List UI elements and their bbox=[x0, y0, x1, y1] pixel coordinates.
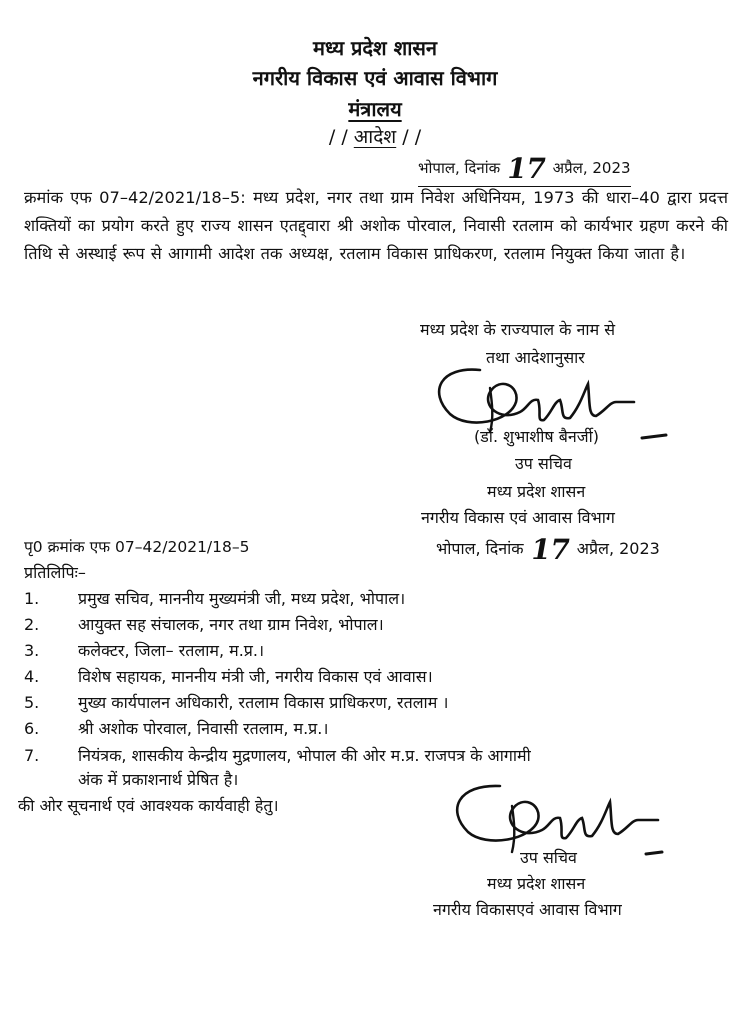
order-heading bbox=[0, 123, 750, 149]
date-day-handwritten: 17 bbox=[527, 533, 573, 566]
signatory-department: नगरीय विकास एवं आवास विभाग bbox=[421, 508, 615, 527]
list-item: विशेष सहायक, माननीय मंत्री जी, नगरीय विकास एवं आवास। bbox=[78, 667, 433, 686]
header-government: मध्य प्रदेश शासन bbox=[312, 36, 437, 60]
date-prefix: भोपाल, दिनांक bbox=[436, 539, 524, 558]
list-number: 7. bbox=[24, 746, 40, 765]
signatory-2-department: नगरीय विकासएवं आवास विभाग bbox=[433, 900, 622, 919]
date-suffix: अप्रैल, 2023 bbox=[552, 159, 631, 177]
list-item: श्री अशोक पोरवाल, निवासी रतलाम, म.प्र.। bbox=[78, 719, 329, 738]
signatory-government: मध्य प्रदेश शासन bbox=[487, 482, 586, 501]
order-body: क्रमांक एफ 07–42/2021/18–5: मध्य प्रदेश, नगर तथा ग्राम निवेश अधिनियम, 1973 की धारा–40 द्वारा प्रदत्त शक्तियों का प्रयोग करते हुए राज्य शासन एतद्द्वारा श्री अशोक पोरवाल, निवासी रतलाम को कार्यभार ग्रहण करने की तिथि से अस्थाई रूप से आगामी आदेश तक अध्यक्ष, रतलाम विकास प्राधिकरण, रतलाम नियुक्त किया जाता है। bbox=[24, 188, 728, 263]
list-number: 4. bbox=[24, 667, 40, 686]
signatory-name: (डॉ. शुभाशीष बैनर्जी) bbox=[474, 427, 600, 446]
list-item-continuation: अंक में प्रकाशनार्थ प्रेषित है। bbox=[78, 770, 239, 789]
signature-1-tail bbox=[640, 430, 670, 442]
date-suffix: अप्रैल, 2023 bbox=[576, 539, 660, 558]
date-prefix: भोपाल, दिनांक bbox=[418, 159, 501, 177]
endorsement-ref: पृ0 क्रमांक एफ 07–42/2021/18–5 bbox=[24, 538, 250, 556]
order-heading-word: आदेश bbox=[353, 126, 397, 148]
date-day-handwritten: 17 bbox=[503, 152, 549, 185]
list-item: नियंत्रक, शासकीय केन्द्रीय मुद्रणालय, भोपाल की ओर म.प्र. राजपत्र के आगामी bbox=[78, 746, 531, 765]
order-heading-right: / / bbox=[402, 126, 422, 148]
list-item: प्रमुख सचिव, माननीय मुख्यमंत्री जी, मध्य प्रदेश, भोपाल। bbox=[78, 589, 406, 608]
header-ministry bbox=[0, 95, 750, 122]
list-number: 6. bbox=[24, 719, 40, 738]
signatory-2-designation: उप सचिव bbox=[520, 848, 577, 867]
signatory-designation: उप सचिव bbox=[515, 454, 572, 473]
list-item: कलेक्टर, जिला– रतलाम, म.प्र.। bbox=[78, 641, 265, 660]
authority-line-1: मध्य प्रदेश के राज्यपाल के नाम से bbox=[420, 320, 616, 339]
order-heading-left: / / bbox=[328, 126, 348, 148]
header-department: नगरीय विकास एवं आवास विभाग bbox=[252, 66, 498, 90]
signatory-2-government: मध्य प्रदेश शासन bbox=[487, 874, 586, 893]
list-number: 1. bbox=[24, 589, 40, 608]
endorsement-date bbox=[436, 533, 660, 566]
list-item: मुख्य कार्यपालन अधिकारी, रतलाम विकास प्राधिकरण, रतलाम । bbox=[78, 693, 449, 712]
closing-line: की ओर सूचनार्थ एवं आवश्यक कार्यवाही हेतु। bbox=[18, 796, 279, 815]
list-number: 5. bbox=[24, 693, 40, 712]
authority-line-2: तथा आदेशानुसार bbox=[486, 348, 585, 367]
list-number: 2. bbox=[24, 615, 40, 634]
copy-label: प्रतिलिपिः– bbox=[24, 563, 86, 582]
list-number: 3. bbox=[24, 641, 40, 660]
order-date bbox=[418, 152, 631, 187]
list-item: आयुक्त सह संचालक, नगर तथा ग्राम निवेश, भोपाल। bbox=[78, 615, 384, 634]
header-ministry-text: मंत्रालय bbox=[348, 97, 402, 121]
